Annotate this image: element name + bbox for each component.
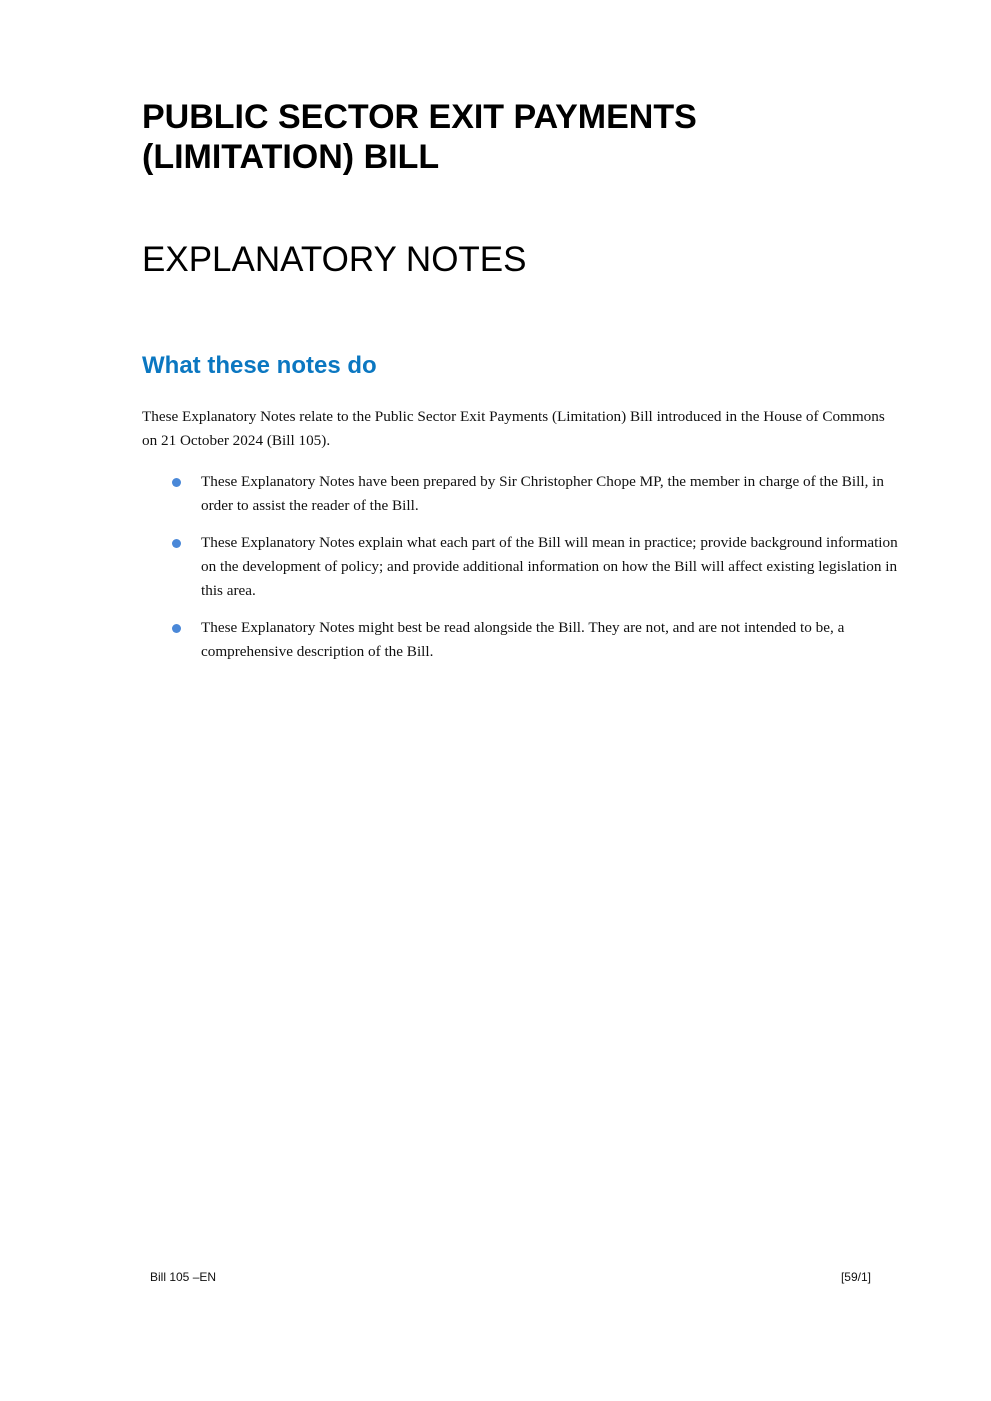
list-item-text: These Explanatory Notes explain what each part of the Bill will mean in practice; provide background information on the development of policy; and provide additional information on how the Bill will affect existing legislation in this area.: [201, 534, 898, 599]
list-item: [142, 616, 902, 664]
footer-page-code: [59/1]: [840, 1270, 871, 1284]
bullet-dot-icon: [172, 478, 181, 487]
document-subtitle: EXPLANATORY NOTES: [142, 240, 527, 279]
bullet-dot-icon: [172, 624, 181, 633]
footer-bill-reference: Bill 105 –EN: [150, 1270, 217, 1284]
bill-title: PUBLIC SECTOR EXIT PAYMENTS (LIMITATION) BILL: [142, 98, 697, 176]
list-item: [142, 470, 902, 518]
list-item: [142, 531, 902, 603]
bullet-dot-icon: [172, 539, 181, 548]
list-item-text: These Explanatory Notes have been prepared by Sir Christopher Chope MP, the member in charge of the Bill, in order to assist the reader of the Bill.: [201, 473, 884, 514]
section-heading: What these notes do: [142, 352, 377, 379]
intro-paragraph: These Explanatory Notes relate to the Public Sector Exit Payments (Limitation) Bill introduced in the House of Commons on 21 October 2024 (Bill 105).: [142, 408, 885, 449]
bullet-list: [142, 470, 902, 677]
list-item-text: These Explanatory Notes might best be read alongside the Bill. They are not, and are not intended to be, a comprehensive description of the Bill.: [201, 619, 845, 660]
